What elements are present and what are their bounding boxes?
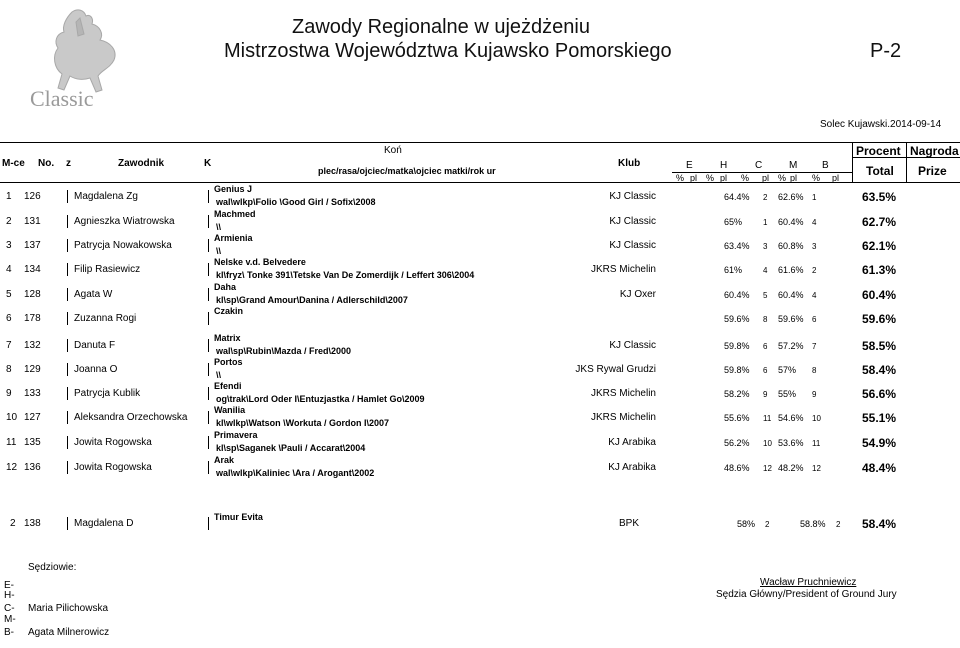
col-nagroda: Nagroda: [910, 144, 959, 158]
place-cell: 5: [6, 289, 12, 300]
horse-info-cell: \\: [216, 246, 222, 256]
rider-cell: Aleksandra Orzechowska: [74, 412, 188, 423]
club-cell: KJ Arabika: [608, 462, 656, 473]
rider-cell: Jowita Rogowska: [74, 437, 152, 448]
total-cell: 58.4%: [862, 517, 897, 531]
horse-name-cell: Efendi: [214, 381, 242, 391]
pct-1: %: [676, 173, 685, 183]
row-divider: [208, 288, 209, 301]
total-cell: 60.4%: [862, 288, 897, 302]
score2-cell: 54.6%: [778, 413, 804, 423]
score2-cell: 60.8%: [778, 241, 804, 251]
pos-m: M-: [4, 614, 16, 625]
horse-name-cell: Daha: [214, 282, 237, 292]
pos-c: C-: [4, 603, 15, 614]
rider-cell: Agnieszka Wiatrowska: [74, 216, 175, 227]
rank1-cell: 12: [763, 464, 772, 473]
pl-3: pl: [762, 173, 770, 183]
judges-label: Sędziowie:: [28, 562, 77, 573]
rider-cell: Magdalena D: [74, 518, 134, 529]
pct-3: %: [741, 173, 750, 183]
horse-name-cell: Nelske v.d. Belvedere: [214, 257, 306, 267]
club-cell: JKS Rywal Grudzi: [575, 364, 656, 375]
rider-cell: Jowita Rogowska: [74, 462, 152, 473]
row-divider: [67, 363, 68, 376]
col-horse-sub: plec/rasa/ojciec/matka\ojciec matki/rok ur: [318, 166, 496, 176]
row-divider: [67, 215, 68, 228]
row-divider: [208, 215, 209, 228]
place-cell: 2: [6, 216, 12, 227]
total-cell: 63.5%: [862, 190, 897, 204]
place-cell: 2: [10, 518, 16, 529]
total-cell: 58.5%: [862, 339, 897, 353]
score1-cell: 61%: [724, 265, 743, 275]
club-cell: KJ Classic: [609, 191, 656, 202]
rank2-cell: 4: [812, 218, 817, 227]
club-cell: KJ Oxer: [619, 289, 656, 300]
pct-2: %: [706, 173, 715, 183]
row-divider: [208, 411, 209, 424]
horse-name-cell: Genius J: [214, 184, 253, 194]
rank1-cell: 6: [763, 366, 768, 375]
score2-cell: 53.6%: [778, 438, 804, 448]
total-cell: 61.3%: [862, 263, 897, 277]
row-divider: [208, 339, 209, 352]
rank1-cell: 5: [763, 291, 768, 300]
place-cell: 6: [6, 313, 12, 324]
score1-cell: 60.4%: [724, 290, 750, 300]
club-cell: JKRS Michelin: [590, 264, 656, 275]
pl-1: pl: [690, 173, 698, 183]
score1-cell: 55.6%: [724, 413, 750, 423]
club-cell: KJ Arabika: [608, 437, 656, 448]
club-cell: KJ Classic: [609, 216, 656, 227]
number-cell: 132: [24, 340, 41, 351]
score1-cell: 58%: [737, 519, 756, 529]
horse-rider-logo-icon: [14, 4, 154, 110]
score2-cell: 55%: [778, 389, 797, 399]
rank2-cell: 11: [812, 439, 821, 448]
rank1-cell: 2: [765, 520, 770, 529]
pl-4: pl: [790, 173, 798, 183]
row-divider: [208, 461, 209, 474]
rank1-cell: 11: [763, 414, 772, 423]
score2-cell: 60.4%: [778, 290, 804, 300]
classic-logo: [14, 4, 154, 110]
score2-cell: 61.6%: [778, 265, 804, 275]
row-divider: [67, 339, 68, 352]
horse-info-cell: kl\wlkp\Watson \Workuta / Gordon I\2007: [216, 418, 390, 428]
pct-4: %: [778, 173, 787, 183]
logo-text: Classic: [30, 86, 94, 110]
pos-h: H-: [4, 590, 15, 601]
club-cell: KJ Classic: [609, 340, 656, 351]
col-no: No.: [38, 158, 55, 169]
header-top-line: [0, 142, 960, 143]
col-club: Klub: [618, 158, 641, 169]
rank2-cell: 10: [812, 414, 821, 423]
number-cell: 128: [24, 289, 41, 300]
row-divider: [208, 517, 209, 530]
total-cell: 56.6%: [862, 387, 897, 401]
rider-cell: Agata W: [74, 289, 113, 300]
row-divider: [208, 387, 209, 400]
rank2-cell: 1: [812, 193, 817, 202]
row-divider: [67, 517, 68, 530]
score2-cell: 58.8%: [800, 519, 826, 529]
rank1-cell: 8: [763, 315, 768, 324]
number-cell: 133: [24, 388, 41, 399]
rank1-cell: 3: [763, 242, 768, 251]
rank2-cell: 8: [812, 366, 817, 375]
rider-cell: Patrycja Kublik: [74, 388, 141, 399]
row-divider: [67, 411, 68, 424]
club-cell: JKRS Michelin: [590, 412, 656, 423]
col-rider: Zawodnik: [118, 158, 165, 169]
row-divider: [208, 263, 209, 276]
number-cell: 129: [24, 364, 41, 375]
number-cell: 136: [24, 462, 41, 473]
col-total: Total: [866, 164, 894, 178]
rank2-cell: 4: [812, 291, 817, 300]
judge-c-name: Maria Pilichowska: [28, 603, 109, 614]
place-cell: 12: [6, 462, 18, 473]
score1-cell: 63.4%: [724, 241, 750, 251]
club-cell: KJ Classic: [609, 240, 656, 251]
col-horse: Koń: [384, 145, 402, 156]
rank1-cell: 1: [763, 218, 768, 227]
horse-info-cell: wal\wlkp\Folio \Good Girl / Sofix\2008: [216, 197, 376, 207]
rider-cell: Zuzanna Rogi: [74, 313, 137, 324]
rider-cell: Magdalena Zg: [74, 191, 138, 202]
rank2-cell: 7: [812, 342, 817, 351]
horse-name-cell: Wanilia: [214, 405, 246, 415]
horse-info-cell: og\trak\Lord Oder I\Entuzjastka / Hamlet Go\2009: [216, 394, 425, 404]
horse-info-cell: kl\sp\Saganek \Pauli / Accarat\2004: [216, 443, 366, 453]
score2-cell: 48.2%: [778, 463, 804, 473]
judge-m: M: [789, 160, 798, 171]
score2-cell: 57%: [778, 365, 797, 375]
rank1-cell: 10: [763, 439, 772, 448]
judge-e: E: [686, 160, 693, 171]
row-divider: [208, 363, 209, 376]
row-divider: [208, 239, 209, 252]
row-divider: [67, 387, 68, 400]
row-divider: [67, 461, 68, 474]
total-cell: 58.4%: [862, 363, 897, 377]
title-line1: Zawody Regionalne w ujeżdżeniu: [292, 16, 590, 38]
horse-name-cell: Czakin: [214, 306, 244, 316]
row-divider: [67, 312, 68, 325]
row-divider: [67, 436, 68, 449]
place-date: Solec Kujawski.2014-09-14: [820, 119, 942, 130]
pl-2: pl: [720, 173, 728, 183]
judge-b: B: [822, 160, 829, 171]
number-cell: 134: [24, 264, 41, 275]
row-divider: [67, 190, 68, 203]
horse-name-cell: Machmed: [214, 209, 256, 219]
rank1-cell: 6: [763, 342, 768, 351]
rank2-cell: 3: [812, 242, 817, 251]
number-cell: 137: [24, 240, 41, 251]
place-cell: 8: [6, 364, 12, 375]
chief-judge-name: Wacław Pruchniewicz: [760, 577, 857, 588]
total-cell: 54.9%: [862, 436, 897, 450]
place-cell: 7: [6, 340, 12, 351]
rank2-cell: 12: [812, 464, 821, 473]
score1-cell: 64.4%: [724, 192, 750, 202]
rank2-cell: 2: [836, 520, 841, 529]
score1-cell: 48.6%: [724, 463, 750, 473]
row-divider: [67, 239, 68, 252]
row-divider: [208, 190, 209, 203]
place-cell: 3: [6, 240, 12, 251]
col-place: M-ce: [2, 158, 25, 169]
rank2-cell: 2: [812, 266, 817, 275]
place-cell: 1: [6, 191, 12, 202]
chief-judge-title: Sędzia Główny/President of Ground Jury: [716, 589, 897, 600]
score2-cell: 60.4%: [778, 217, 804, 227]
rider-cell: Patrycja Nowakowska: [74, 240, 172, 251]
score1-cell: 56.2%: [724, 438, 750, 448]
horse-info-cell: \\: [216, 222, 222, 232]
club-cell: BPK: [619, 518, 640, 529]
rank1-cell: 9: [763, 390, 768, 399]
rider-cell: Danuta F: [74, 340, 116, 351]
pos-e: E-: [4, 580, 14, 591]
pl-5: pl: [832, 173, 840, 183]
horse-info-cell: kl\fryz\ Tonke 391\Tetske Van De Zomerdijk / Leffert 306\2004: [216, 270, 475, 280]
class-code: P-2: [870, 40, 902, 62]
col-z: z: [66, 158, 71, 169]
row-divider: [208, 436, 209, 449]
number-cell: 127: [24, 412, 41, 423]
horse-info-cell: wal\wlkp\Kaliniec \Ara / Arogant\2002: [216, 468, 375, 478]
rank2-cell: 6: [812, 315, 817, 324]
club-cell: JKRS Michelin: [590, 388, 656, 399]
score1-cell: 65%: [724, 217, 743, 227]
place-cell: 9: [6, 388, 12, 399]
place-cell: 4: [6, 264, 12, 275]
horse-info-cell: kl\sp\Grand Amour\Danina / Adlerschild\2007: [216, 295, 408, 305]
total-cell: 55.1%: [862, 411, 897, 425]
col-k: K: [204, 158, 212, 169]
score2-cell: 59.6%: [778, 314, 804, 324]
score1-cell: 59.8%: [724, 365, 750, 375]
horse-name-cell: Matrix: [214, 333, 241, 343]
judge-h: H: [720, 160, 728, 171]
horse-name-cell: Portos: [214, 357, 243, 367]
judge-b-name: Agata Milnerowicz: [28, 627, 110, 638]
pos-b: B-: [4, 627, 14, 638]
row-divider: [67, 263, 68, 276]
col-procent: Procent: [856, 144, 901, 158]
horse-name-cell: Timur Evita: [214, 512, 263, 522]
rider-cell: Joanna O: [74, 364, 118, 375]
score1-cell: 59.8%: [724, 341, 750, 351]
horse-name-cell: Armienia: [214, 233, 253, 243]
score1-cell: 58.2%: [724, 389, 750, 399]
place-cell: 10: [6, 412, 18, 423]
rider-cell: Filip Rasiewicz: [74, 264, 141, 275]
rank1-cell: 2: [763, 193, 768, 202]
pct-5: %: [812, 173, 821, 183]
horse-name-cell: Arak: [214, 455, 235, 465]
horse-info-cell: wal\sp\Rubin\Mazda / Fred\2000: [216, 346, 352, 356]
score2-cell: 62.6%: [778, 192, 804, 202]
score2-cell: 57.2%: [778, 341, 804, 351]
score1-cell: 59.6%: [724, 314, 750, 324]
title-line2: Mistrzostwa Województwa Kujawsko Pomorskiego: [224, 40, 672, 62]
number-cell: 178: [24, 313, 41, 324]
total-cell: 48.4%: [862, 461, 897, 475]
number-cell: 138: [24, 518, 41, 529]
number-cell: 126: [24, 191, 41, 202]
judge-c: C: [755, 160, 763, 171]
nagroda-left-line: [906, 142, 907, 182]
horse-name-cell: Primavera: [214, 430, 258, 440]
number-cell: 135: [24, 437, 41, 448]
col-prize: Prize: [918, 164, 947, 178]
rank1-cell: 4: [763, 266, 768, 275]
horse-info-cell: \\: [216, 370, 222, 380]
total-cell: 59.6%: [862, 312, 897, 326]
number-cell: 131: [24, 216, 41, 227]
rank2-cell: 9: [812, 390, 817, 399]
procent-left-line: [852, 142, 853, 182]
total-cell: 62.7%: [862, 215, 897, 229]
total-cell: 62.1%: [862, 239, 897, 253]
row-divider: [67, 288, 68, 301]
row-divider: [208, 312, 209, 325]
place-cell: 11: [6, 437, 17, 448]
